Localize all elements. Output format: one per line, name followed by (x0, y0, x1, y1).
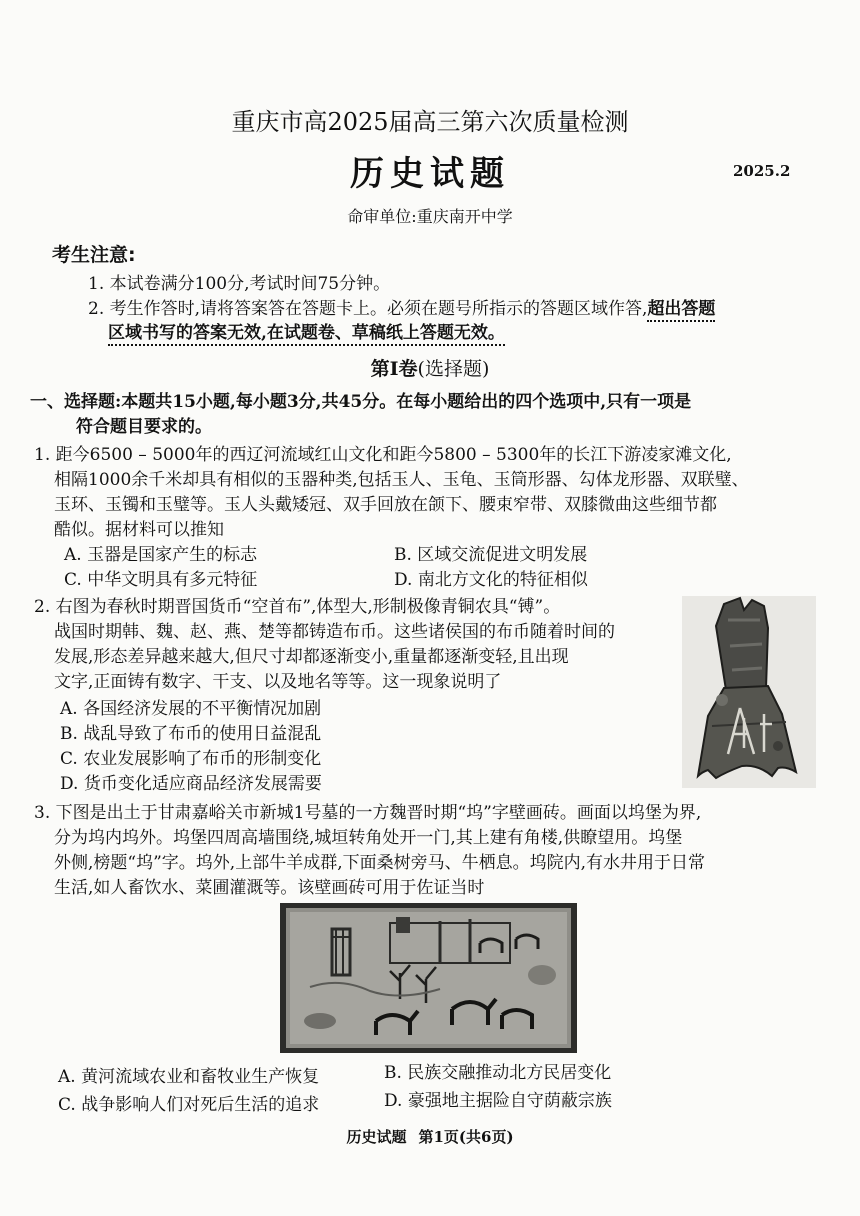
q3-option-c: C. 战争影响人们对死后生活的追求 (58, 1095, 320, 1115)
setter-line: 命审单位:重庆南开中学 (347, 207, 513, 226)
q1-stem-line-1: 1. 距今6500 – 5000年的西辽河流域红山文化和距今5800 – 5300年的长江下游凌家滩文化, (34, 445, 732, 465)
subject-title: 历史试题 (350, 154, 510, 194)
q1-stem-line-2: 相隔1000余千米却具有相似的玉器种类,包括玉人、玉龟、玉筒形器、勾体龙形器、双联璧、 (54, 470, 749, 490)
q3-stem-line-2: 分为坞内坞外。坞堡四周高墙围绕,城垣转角处开一门,其上建有角楼,供瞭望用。坞堡 (54, 828, 683, 848)
instructions-line-2: 符合题目要求的。 (76, 417, 212, 437)
q2-option-a: A. 各国经济发展的不平衡情况加剧 (60, 699, 322, 719)
footer-page-number: 第1页(共6页) (418, 1128, 514, 1146)
q2-stem-line-1: 2. 右图为春秋时期晋国货币“空首布”,体型大,形制极像青铜农具“镈”。 (34, 597, 561, 617)
notice-item-2-plain: 2. 考生作答时,请将答案答在答题卡上。必须在题号所指示的答题区域作答, (88, 299, 648, 319)
footer-subject: 历史试题 (346, 1128, 407, 1146)
notice-heading: 考生注意: (52, 244, 136, 266)
section-title: 第Ⅰ卷 (370, 358, 418, 380)
q3-option-a: A. 黄河流域农业和畜牧业生产恢复 (58, 1067, 320, 1087)
q2-option-c: C. 农业发展影响了布币的形制变化 (60, 749, 322, 769)
q1-option-c: C. 中华文明具有多元特征 (64, 570, 258, 590)
instructions-line-1: 一、选择题:本题共15小题,每小题3分,共45分。在每小题给出的四个选项中,只有一项是 (30, 392, 692, 412)
q3-option-d: D. 豪强地主据险自守荫蔽宗族 (384, 1091, 612, 1111)
q2-stem-line-3: 发展,形态差异越来越大,但尺寸却都逐渐变小,重量都逐渐变轻,且出现 (54, 647, 569, 667)
section-heading (0, 354, 860, 381)
page-footer (0, 1126, 860, 1147)
q3-stem-line-3: 外侧,榜题“坞”字。坞外,上部牛羊成群,下面桑树旁马、牛栖息。坞院内,有水井用于日常 (54, 853, 705, 873)
notice-item-2-line-2 (108, 318, 505, 343)
spade-coin-illustration (682, 596, 816, 788)
q1-option-a: A. 玉器是国家产生的标志 (64, 545, 258, 565)
mural-brick-illustration (280, 903, 577, 1053)
q2-stem-line-2: 战国时期韩、魏、赵、燕、楚等都铸造布币。这些诸侯国的布币随着时间的 (54, 622, 615, 642)
q2-option-b: B. 战乱导致了布币的使用日益混乱 (60, 724, 322, 744)
q1-option-b: B. 区域交流促进文明发展 (394, 545, 588, 565)
q3-stem-line-1: 3. 下图是出土于甘肃嘉峪关市新城1号墓的一方魏晋时期“坞”字壁画砖。画面以坞堡为界, (34, 803, 702, 823)
q3-option-b: B. 民族交融推动北方民居变化 (384, 1063, 612, 1083)
q1-stem-line-4: 酷似。据材料可以推知 (54, 520, 224, 540)
exam-date: 2025.2 (733, 162, 791, 180)
notice-item-1: 1. 本试卷满分100分,考试时间75分钟。 (88, 274, 391, 294)
section-subtitle: (选择题) (417, 358, 490, 380)
notice-item-2-line-1 (88, 294, 715, 319)
q1-stem-line-3: 玉环、玉镯和玉璧等。玉人头戴矮冠、双手回放在颌下、腰束窄带、双膝微曲这些细节都 (54, 495, 717, 515)
notice-item-2-emphasis-cont: 区域书写的答案无效,在试题卷、草稿纸上答题无效。 (108, 323, 505, 346)
q2-stem-line-4: 文字,正面铸有数字、干支、以及地名等等。这一现象说明了 (54, 672, 502, 692)
q3-stem-line-4: 生活,如人畜饮水、菜圃灌溉等。该壁画砖可用于佐证当时 (54, 878, 485, 898)
notice-item-2-emphasis: 超出答题 (647, 299, 715, 322)
q1-option-d: D. 南北方文化的特征相似 (394, 570, 588, 590)
spade-coin-image (682, 596, 816, 788)
exam-title: 重庆市高2025届高三第六次质量检测 (231, 108, 629, 136)
mural-brick-image (280, 903, 577, 1053)
q2-option-d: D. 货币变化适应商品经济发展需要 (60, 774, 322, 794)
